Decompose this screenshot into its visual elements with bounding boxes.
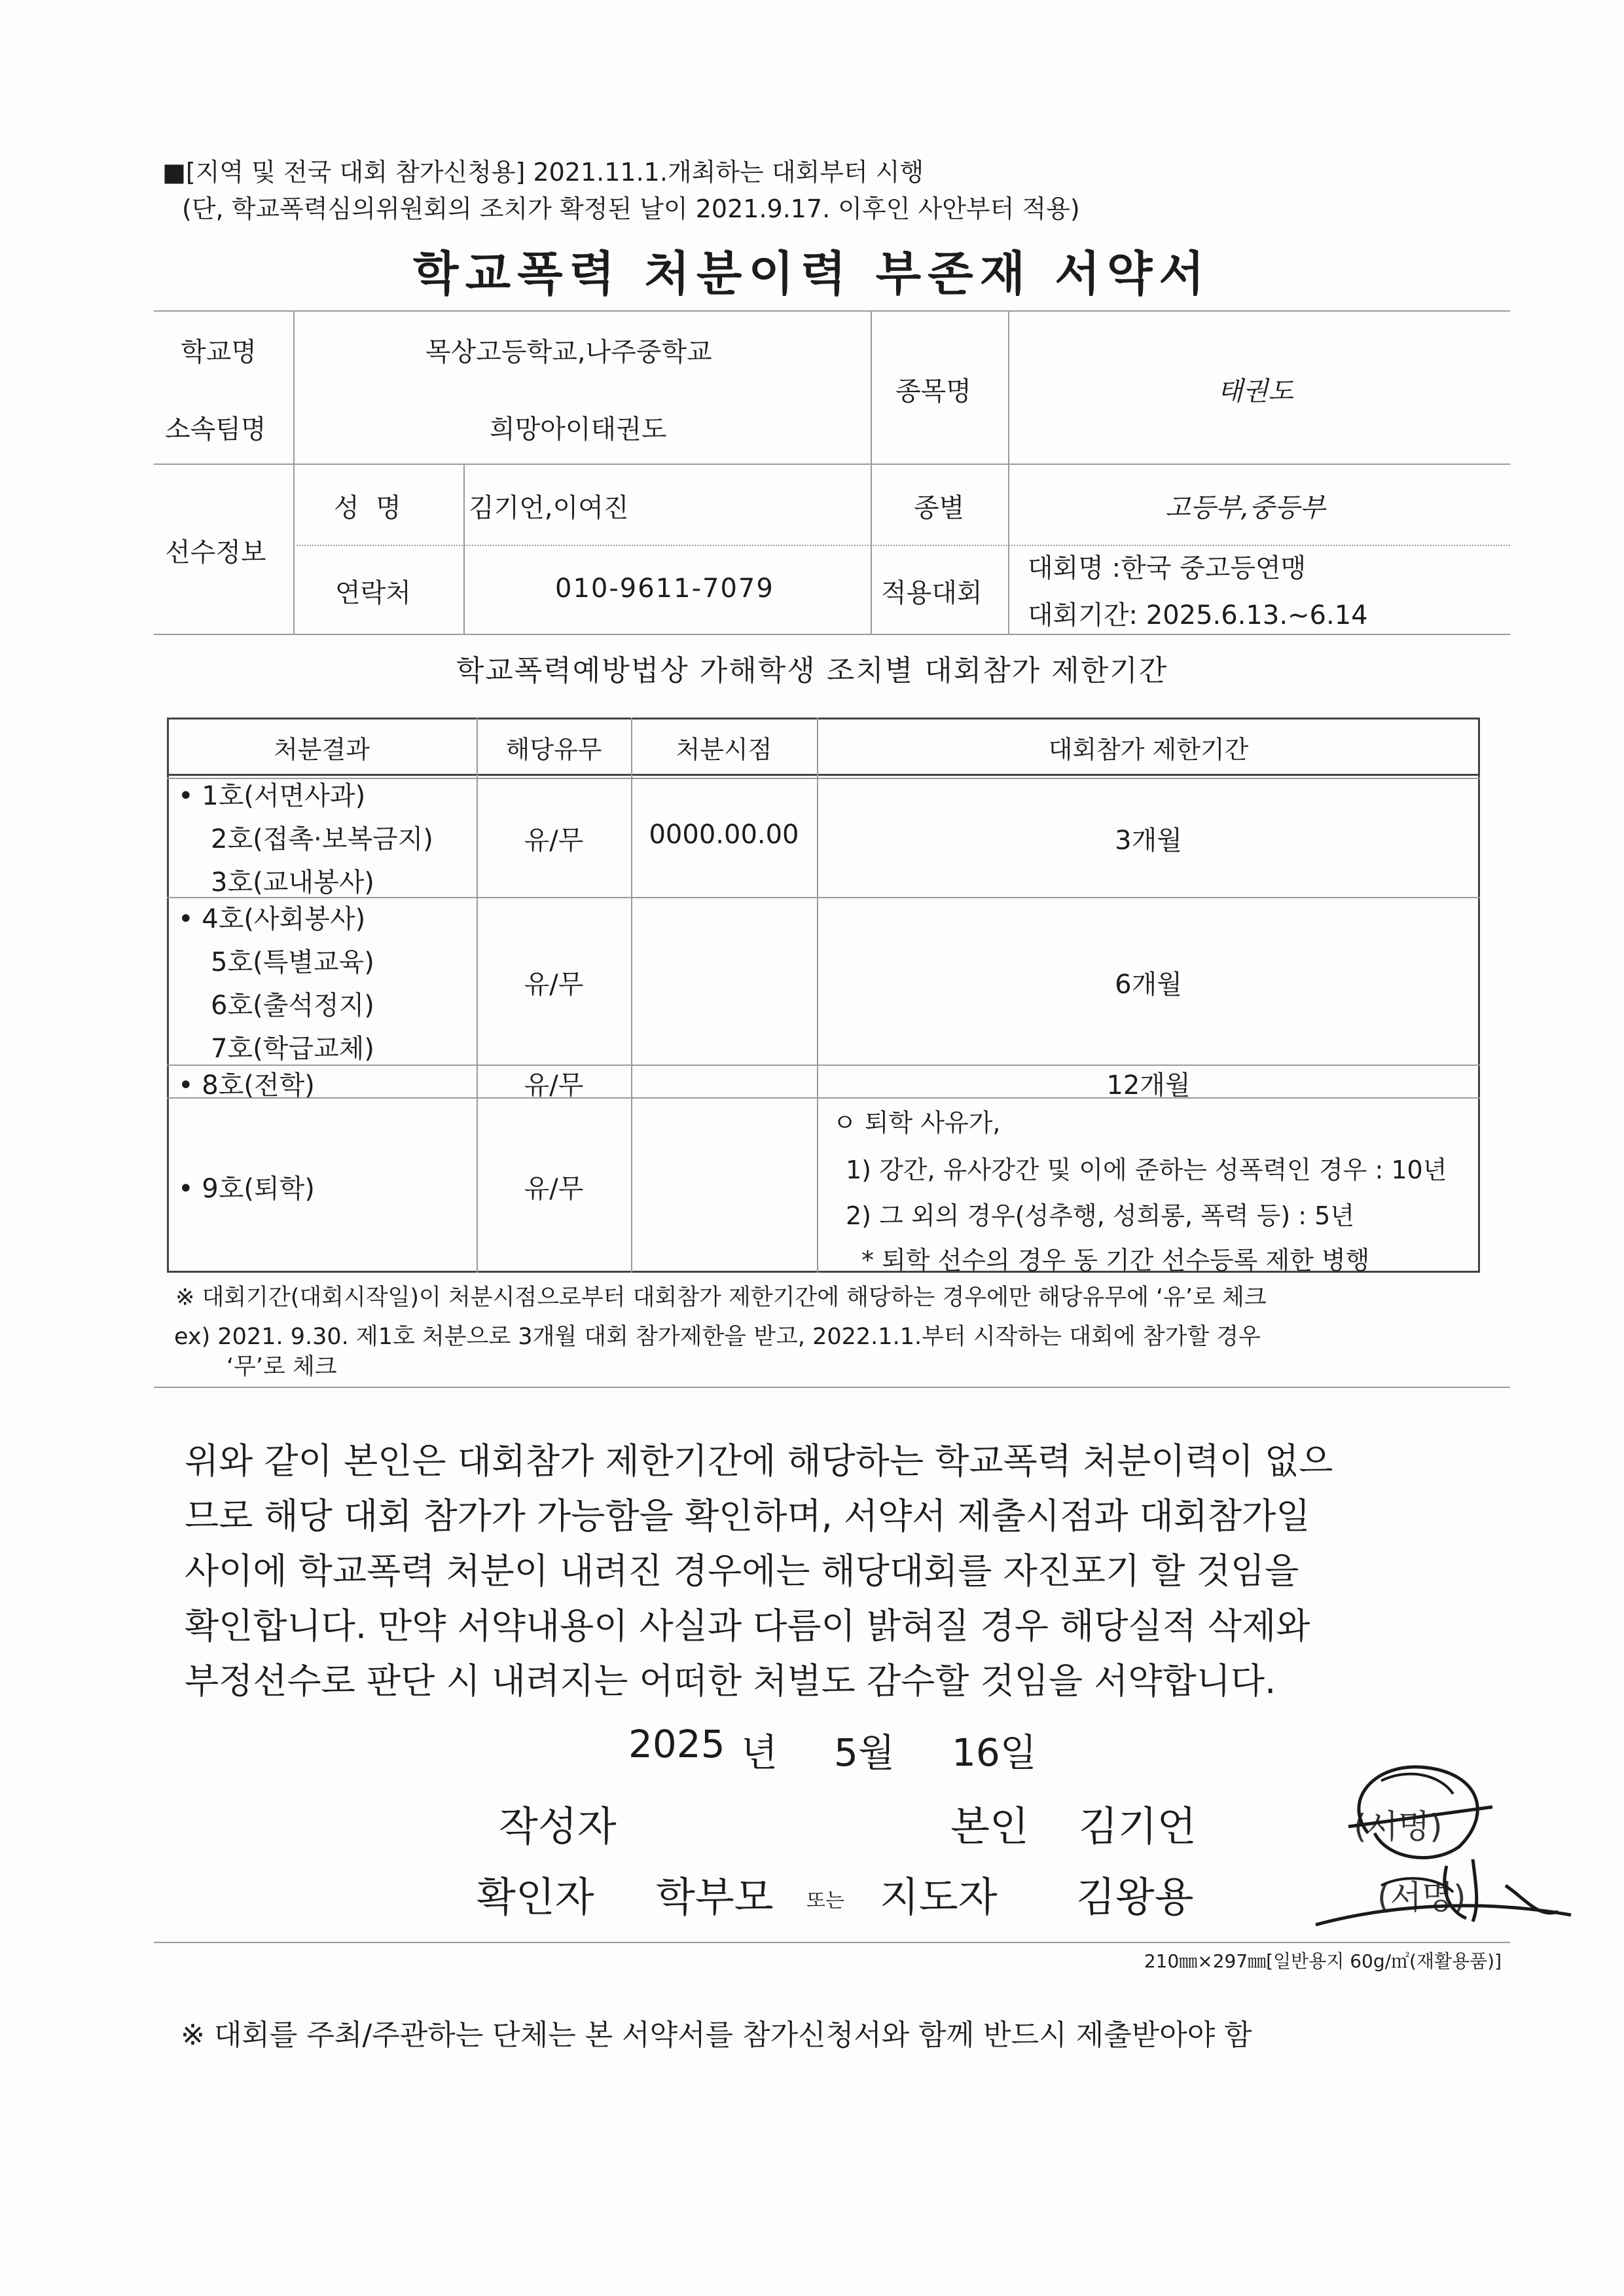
writer-name: 김기언 (1079, 1802, 1197, 1850)
notes-rule (154, 1387, 1510, 1388)
header-applies: 해당유무 (505, 735, 602, 764)
result-6: 6호(출석정지) (211, 991, 374, 1021)
sign-label-1: (서명) (1354, 1808, 1443, 1846)
section-title: 학교폭력예방법상 가해학생 조치별 대회참가 제한기간 (456, 654, 1168, 687)
header-date: 처분시점 (676, 735, 772, 764)
date-year-unit: 년 (741, 1730, 778, 1775)
division-value: 고등부,중등부 (1165, 493, 1326, 523)
header-result: 처분결과 (274, 735, 370, 764)
contact-label: 연락처 (335, 578, 411, 608)
name-label: 성 명 (334, 493, 401, 523)
team-value: 희망아이태권도 (490, 414, 667, 445)
competition-period: 대회기간: 2025.6.13.~6.14 (1028, 600, 1368, 630)
pledge-line-4: 확인합니다. 만약 서약내용이 사실과 다름이 밝혀질 경우 해당실적 삭제와 (185, 1605, 1310, 1647)
coach-label: 지도자 (880, 1873, 998, 1921)
sport-label: 종목명 (895, 376, 971, 407)
school-label: 학교명 (181, 337, 257, 367)
header-period: 대회참가 제한기간 (1048, 735, 1249, 764)
confirmer-label: 확인자 (477, 1873, 594, 1921)
row2-period: 6개월 (1115, 970, 1182, 1000)
footer-note: ※ 대회를 주최/주관하는 단체는 본 서약서를 참가신청서와 함께 반드시 제출받아야 함 (181, 2018, 1252, 2052)
result-8: • 8호(전학) (178, 1070, 315, 1101)
result-4: • 4호(사회봉사) (178, 904, 366, 934)
row4-period-line-4: * 퇴학 선수의 경우 동 기간 선수등록 제한 병행 (861, 1246, 1370, 1275)
parent-label: 학부모 (656, 1873, 774, 1921)
pledge-line-1: 위와 같이 본인은 대회참가 제한기간에 해당하는 학교폭력 처분이력이 없으 (185, 1440, 1333, 1482)
row4-period-line-2: 1) 강간, 유사강간 및 이에 준하는 성폭력인 경우 : 10년 (846, 1156, 1447, 1184)
notice-line-1: ■[지역 및 전국 대회 참가신청용] 2021.11.1.개최하는 대회부터 시행 (162, 158, 924, 187)
info-col-4 (1008, 310, 1009, 634)
pledge-line-2: 므로 해당 대회 참가가 가능함을 확인하며, 서약서 제출시점과 대회참가일 (185, 1495, 1310, 1537)
info-rule-4 (154, 634, 1510, 635)
row4-applies: 유/무 (524, 1174, 584, 1204)
result-9: • 9호(퇴학) (178, 1174, 315, 1204)
result-2: 2호(접촉·보복금지) (211, 824, 433, 854)
paper-spec: 210㎜×297㎜[일반용지 60g/㎡(재활용품)] (1144, 1950, 1502, 1972)
pledge-line-3: 사이에 학교폭력 처분이 내려진 경우에는 해당대회를 자진포기 할 것임을 (185, 1550, 1299, 1592)
contact-value: 010-9611-7079 (555, 574, 774, 604)
note-2-line-1: ex) 2021. 9.30. 제1호 처분으로 3개월 대회 참가제한을 받고, 2022.1.1.부터 시작하는 대회에 참가할 경우 (174, 1324, 1261, 1350)
info-top-rule (154, 310, 1510, 312)
or-label: 또는 (806, 1889, 844, 1912)
notice-line-2: (단, 학교폭력심의위원회의 조치가 확정된 날이 2021.9.17. 이후인 사안부터 적용) (182, 194, 1080, 223)
team-label: 소속팀명 (165, 414, 266, 445)
document-title: 학교폭력 처분이력 부존재 서약서 (413, 246, 1211, 301)
row3-applies: 유/무 (524, 1070, 584, 1101)
date-day: 16일 (952, 1730, 1037, 1775)
spec-rule (154, 1942, 1510, 1943)
result-1: • 1호(서면사과) (178, 781, 366, 811)
self-label: 본인 (950, 1802, 1029, 1850)
note-1: ※ 대회기간(대회시작일)이 처분시점으로부터 대회참가 제한기간에 해당하는 경우에만 해당유무에 ‘유’로 체크 (175, 1285, 1267, 1311)
row3-period: 12개월 (1106, 1070, 1191, 1101)
table-col-2 (631, 718, 632, 1273)
result-7: 7호(학급교체) (211, 1034, 374, 1064)
row1-date: 0000.00.00 (649, 820, 799, 850)
competition-name: 대회명 :한국 중고등연맹 (1028, 553, 1307, 583)
row1-period: 3개월 (1115, 826, 1182, 856)
result-3: 3호(교내봉사) (211, 867, 374, 898)
note-2-line-2: ‘무’로 체크 (226, 1354, 337, 1380)
name-value: 김기언,이여진 (469, 493, 629, 523)
division-label: 종별 (914, 493, 965, 523)
result-5: 5호(특별교육) (211, 947, 374, 977)
row4-period-line-3: 2) 그 외의 경우(성추행, 성희롱, 폭력 등) : 5년 (846, 1201, 1355, 1230)
handwritten-signature-2 (1309, 1846, 1584, 1944)
row1-applies: 유/무 (524, 826, 584, 856)
writer-label: 작성자 (499, 1802, 617, 1850)
info-rule-3 (293, 545, 1510, 546)
info-col-1 (293, 310, 295, 634)
sport-value: 태권도 (1218, 376, 1293, 407)
pledge-line-5: 부정선수로 판단 시 내려지는 어떠한 처벌도 감수할 것임을 서약합니다. (185, 1660, 1276, 1702)
player-info-label: 선수정보 (165, 538, 266, 568)
date-month: 5월 (834, 1730, 895, 1775)
date-year: 2025 (628, 1722, 725, 1766)
info-col-2 (463, 464, 465, 634)
confirmer-name: 김왕용 (1076, 1873, 1194, 1921)
info-rule-2 (154, 464, 1510, 465)
row4-period-line-1: ㅇ 퇴학 사유가, (833, 1108, 1001, 1137)
info-col-3 (871, 310, 872, 634)
row2-applies: 유/무 (524, 970, 584, 1000)
sign-label-2: (서명) (1377, 1878, 1466, 1916)
applied-competition-label: 적용대회 (881, 578, 983, 608)
school-value: 목상고등학교,나주중학교 (425, 337, 712, 367)
